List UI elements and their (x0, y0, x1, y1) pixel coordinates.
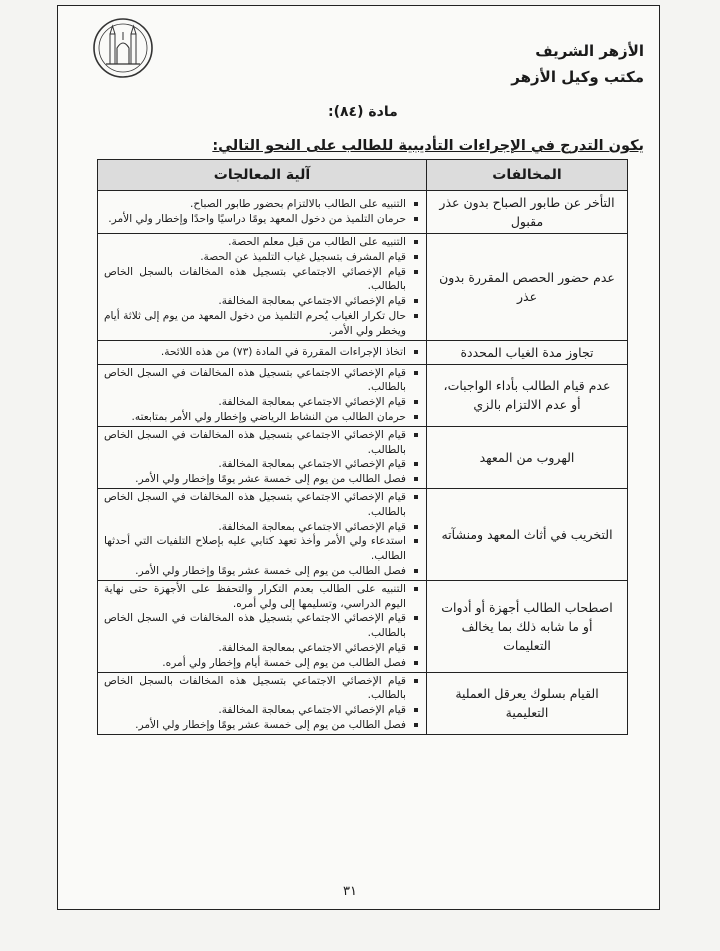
treatment-item: فصل الطالب من يوم إلى خمسة عشر يومًا وإخطار ولي الأمر. (104, 564, 406, 579)
header-violations: المخالفات (427, 160, 628, 191)
table-row (98, 580, 628, 672)
treatment-item: التنبيه على الطالب بعدم التكرار والتحفظ على الأجهزة حتى نهاية اليوم الدراسي، وتسليمها إلى ولي أمره. (104, 582, 406, 610)
institution-header (511, 38, 644, 90)
table-row (98, 364, 628, 426)
treatment-list (104, 428, 422, 487)
treatment-item: التنبيه على الطالب من قبل معلم الحصة. (104, 235, 406, 250)
treatment-item: حرمان الطالب من النشاط الرياضي وإخطار ولي الأمر بمتابعته. (104, 410, 406, 425)
header-treatments: آلية المعالجات (98, 160, 427, 191)
violation-cell: التأخر عن طابور الصباح بدون عذر مقبول (427, 191, 628, 234)
treatment-item: اتخاذ الإجراءات المقررة في المادة (٧٣) من هذه اللائحة. (104, 345, 406, 360)
treatments-cell (98, 580, 427, 672)
treatment-item: فصل الطالب من يوم إلى خمسة أيام وإخطار ولي أمره. (104, 656, 406, 671)
violation-cell: عدم قيام الطالب بأداء الواجبات، أو عدم الالتزام بالزي (427, 364, 628, 426)
treatment-item: قيام الإخصائي الاجتماعي بتسجيل هذه المخالفات في السجل الخاص بالطالب. (104, 366, 406, 394)
treatment-item: قيام الإخصائي الاجتماعي بتسجيل هذه المخالفات بالسجل الخاص بالطالب. (104, 265, 406, 293)
table-row (98, 234, 628, 341)
table-row (98, 488, 628, 580)
violation-cell: التخريب في أثاث المعهد ومنشآته (427, 488, 628, 580)
treatment-item: قيام الإخصائي الاجتماعي بتسجيل هذه المخالفات في السجل الخاص بالطالب. (104, 612, 406, 640)
treatment-item: قيام الإخصائي الاجتماعي بتسجيل هذه المخالفات بالسجل الخاص بالطالب. (104, 674, 406, 702)
treatment-item: قيام الإخصائي الاجتماعي بمعالجة المخالفة. (104, 703, 406, 718)
treatments-cell (98, 234, 427, 341)
article-number: مادة (٨٤): (328, 104, 398, 120)
page-number: ٣١ (343, 884, 357, 899)
al-azhar-logo (92, 12, 154, 84)
treatment-item: قيام الإخصائي الاجتماعي بمعالجة المخالفة. (104, 641, 406, 656)
treatment-item: حال تكرار الغياب يُحرم التلميذ من دخول المعهد من يوم إلى ثلاثة أيام ويخطر ولي الأمر. (104, 309, 406, 337)
table-row (98, 340, 628, 364)
treatment-item: قيام الإخصائي الاجتماعي بمعالجة المخالفة. (104, 457, 406, 472)
treatment-list (104, 345, 422, 360)
table-row (98, 426, 628, 488)
intro-sentence: يكون التدرج في الإجراءات التأديبية للطالب على النحو التالي: (212, 138, 644, 154)
treatment-item: قيام الإخصائي الاجتماعي بتسجيل هذه المخالفات في السجل الخاص بالطالب. (104, 490, 406, 518)
treatments-cell (98, 488, 427, 580)
treatment-list (104, 490, 422, 579)
treatment-list (104, 197, 422, 227)
treatment-item: قيام الإخصائي الاجتماعي بمعالجة المخالفة. (104, 294, 406, 309)
treatment-item: قيام الإخصائي الاجتماعي بمعالجة المخالفة. (104, 395, 406, 410)
treatments-cell (98, 191, 427, 234)
treatments-cell (98, 364, 427, 426)
treatment-item: فصل الطالب من يوم إلى خمسة عشر يومًا وإخطار ولي الأمر. (104, 718, 406, 733)
treatment-item: التنبيه على الطالب بالالتزام بحضور طابور الصباح. (104, 197, 406, 212)
treatment-item: استدعاء ولي الأمر وأخذ تعهد كتابي عليه بإصلاح التلفيات التي أحدثها الطالب. (104, 535, 406, 563)
table-header-row (98, 160, 628, 191)
treatments-cell (98, 426, 427, 488)
treatments-cell (98, 672, 427, 734)
table-row (98, 191, 628, 234)
treatment-item: قيام الإخصائي الاجتماعي بمعالجة المخالفة. (104, 520, 406, 535)
treatment-list (104, 674, 422, 733)
treatment-list (104, 366, 422, 425)
table-row (98, 672, 628, 734)
violation-cell: تجاوز مدة الغياب المحددة (427, 340, 628, 364)
treatment-item: فصل الطالب من يوم إلى خمسة عشر يومًا وإخطار ولي الأمر. (104, 472, 406, 487)
treatment-item: قيام الإخصائي الاجتماعي بتسجيل هذه المخالفات في السجل الخاص بالطالب. (104, 428, 406, 456)
treatments-cell (98, 340, 427, 364)
violation-cell: الهروب من المعهد (427, 426, 628, 488)
violation-cell: القيام بسلوك يعرقل العملية التعليمية (427, 672, 628, 734)
violation-cell: عدم حضور الحصص المقررة بدون عذر (427, 234, 628, 341)
treatment-list (104, 582, 422, 671)
violation-cell: اصطحاب الطالب أجهزة أو أدوات أو ما شابه ذلك بما يخالف التعليمات (427, 580, 628, 672)
disciplinary-table (97, 159, 628, 735)
treatment-item: حرمان التلميذ من دخول المعهد يومًا دراسيًا واحدًا وإخطار ولي الأمر. (104, 212, 406, 227)
institution-name: الأزهر الشريف (535, 42, 644, 60)
treatment-item: قيام المشرف بتسجيل غياب التلميذ عن الحصة. (104, 250, 406, 265)
treatment-list (104, 235, 422, 339)
office-name: مكتب وكيل الأزهر (511, 68, 644, 86)
